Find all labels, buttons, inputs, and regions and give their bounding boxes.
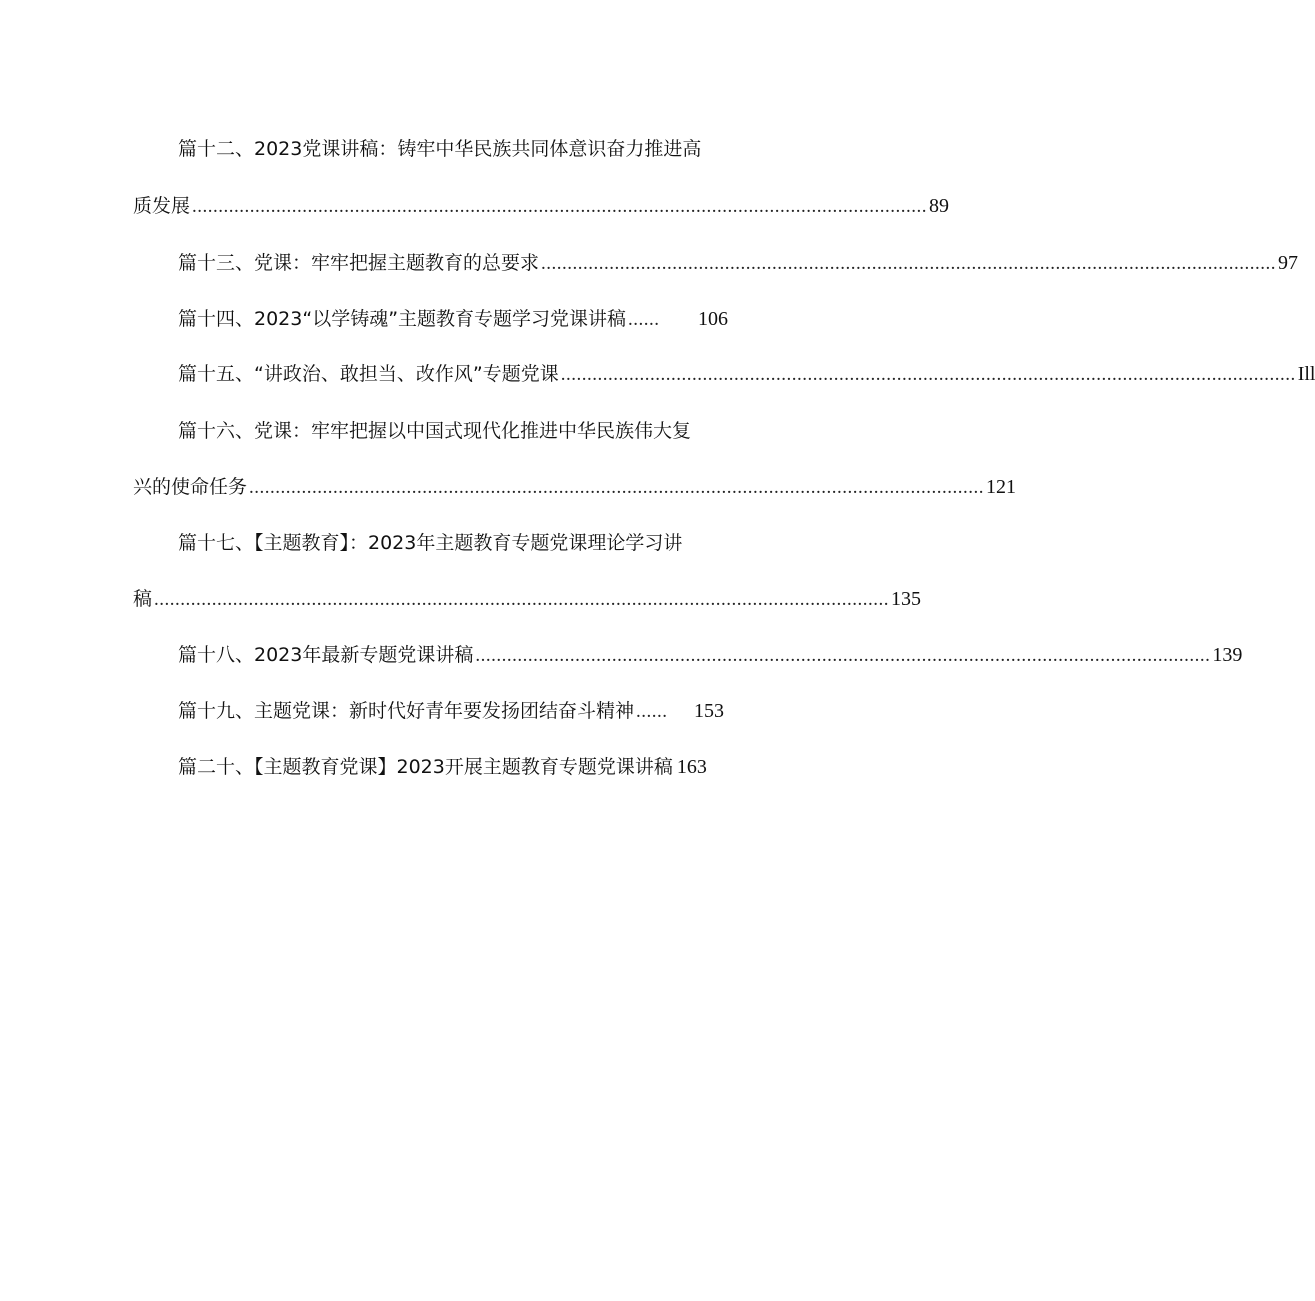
page-number: 106 [698,308,728,330]
toc-entry-15[interactable] [178,361,1315,388]
toc-entry-title: 质发展 [133,195,191,217]
toc-entry-title: 篇十五、“讲政治、敢担当、改作风”专题党课 [178,363,559,385]
toc-entry-12-line1[interactable] [178,136,701,162]
toc-entry-title: 稿 [133,588,153,610]
toc-entry-title: 篇十三、党课：牢牢把握主题教育的总要求 [178,252,540,274]
toc-entry-16-line1[interactable] [178,418,691,444]
toc-entry-16-line2[interactable] [133,474,1017,501]
toc-entry-title: 篇十六、党课：牢牢把握以中国式现代化推进中华民族伟大复 [178,420,692,442]
dot-leader: ...... [636,701,668,722]
page-number: 89 [929,195,950,217]
page-number: 135 [891,588,922,610]
toc-entry-title: 篇十九、主题党课：新时代好青年要发扬团结奋斗精神 [178,700,635,722]
toc-entry-20[interactable] [178,754,707,780]
toc-entry-title: 篇十四、2023“以学铸魂”主题教育专题学习党课讲稿 [178,308,627,330]
dot-leader: ............................................................................................................................................ [475,645,1211,666]
toc-entry-13[interactable] [178,250,1299,277]
page-number: 163 [676,756,707,778]
toc-entry-17-line2[interactable] [133,586,922,613]
dot-leader: ............................................................................................................................................ [154,589,890,610]
toc-entry-17-line1[interactable] [178,530,682,556]
dot-leader: ............................................................................................................................................ [560,364,1296,385]
page-number: Ill [1297,363,1315,385]
toc-entry-title: 兴的使命任务 [133,476,248,498]
dot-leader: ............................................................................................................................................ [249,477,985,498]
toc-entry-19[interactable] [178,698,724,725]
dot-leader: ............................................................................................................................................ [192,196,928,217]
dot-leader: ............................................................................................................................................ [541,253,1277,274]
toc-entry-12-line2[interactable] [133,193,950,220]
toc-entry-title: 篇十二、2023党课讲稿：铸牢中华民族共同体意识奋力推进高 [178,138,702,160]
page-number: 139 [1212,644,1243,666]
page-number: 153 [694,700,724,722]
toc-entry-title: 篇十七、【主题教育】：2023年主题教育专题党课理论学习讲 [178,532,683,554]
toc-entry-title: 篇二十、【主题教育党课】2023开展主题教育专题党课讲稿 [178,756,673,778]
toc-entry-title: 篇十八、2023年最新专题党课讲稿 [178,644,474,666]
page-number: 121 [986,476,1017,498]
toc-entry-18[interactable] [178,642,1243,669]
dot-leader: ...... [628,309,660,330]
page-number: 97 [1278,252,1299,274]
toc-entry-14[interactable] [178,306,728,333]
